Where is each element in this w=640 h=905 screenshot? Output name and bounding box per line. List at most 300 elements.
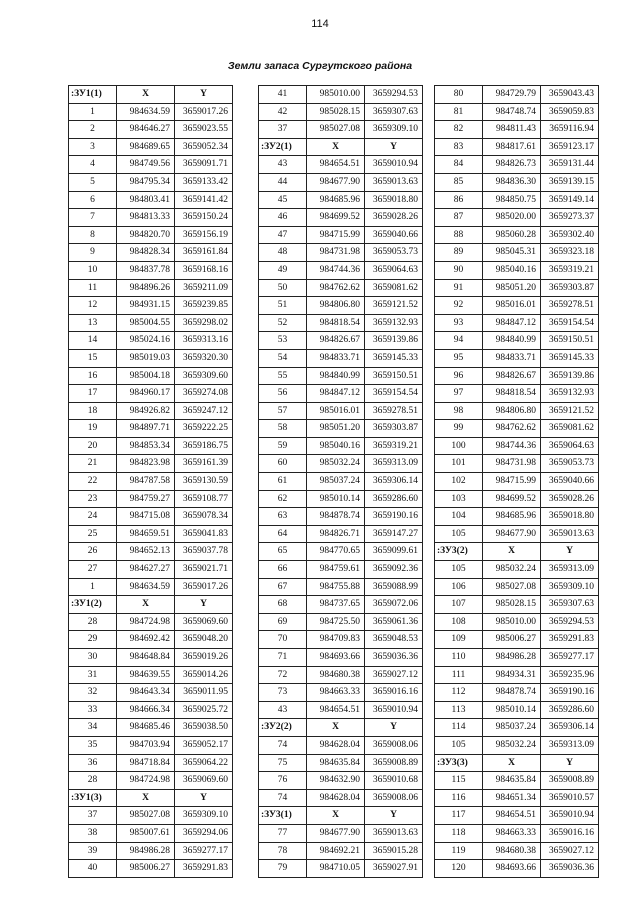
parcel-label: :ЗУ3(1) (259, 807, 307, 825)
y-coordinate: 3659015.28 (365, 842, 423, 860)
point-number: 6 (69, 191, 117, 209)
x-coordinate: 984715.99 (307, 226, 365, 244)
coordinate-row (69, 736, 233, 754)
point-number: 83 (435, 138, 483, 156)
coordinate-row (435, 332, 599, 350)
parcel-header-row (69, 789, 233, 807)
point-number: 32 (69, 684, 117, 702)
x-coordinate: 984715.08 (117, 508, 175, 526)
x-coordinate: 985016.01 (483, 297, 541, 315)
coordinate-row (259, 736, 423, 754)
x-coordinate: 984737.65 (307, 596, 365, 614)
y-coordinate: 3659286.60 (541, 701, 599, 719)
coordinate-row (69, 613, 233, 631)
coordinate-row (435, 613, 599, 631)
y-coordinate: 3659273.37 (541, 209, 599, 227)
y-coordinate: 3659286.60 (365, 490, 423, 508)
y-coordinate: 3659161.39 (175, 455, 233, 473)
y-coordinate: 3659027.91 (365, 860, 423, 878)
x-coordinate: 984759.27 (117, 490, 175, 508)
parcel-header-row (435, 754, 599, 772)
coordinate-row (69, 490, 233, 508)
coordinate-row (435, 349, 599, 367)
coordinate-row (259, 173, 423, 191)
point-number: 102 (435, 473, 483, 491)
x-coordinate: 985037.24 (307, 473, 365, 491)
x-coordinate: 984654.51 (307, 701, 365, 719)
coordinate-row (259, 561, 423, 579)
x-coordinate: 984755.88 (307, 578, 365, 596)
x-coordinate: 984709.83 (307, 631, 365, 649)
coordinate-row (259, 156, 423, 174)
y-coordinate: 3659186.75 (175, 437, 233, 455)
coordinate-row (259, 349, 423, 367)
coordinate-row (435, 385, 599, 403)
point-number: 16 (69, 367, 117, 385)
y-coordinate: 3659116.94 (541, 121, 599, 139)
coordinate-row (69, 455, 233, 473)
y-coordinate: 3659091.71 (175, 156, 233, 174)
x-coordinate: 984680.38 (483, 842, 541, 860)
coordinate-row (259, 842, 423, 860)
coordinate-row (259, 860, 423, 878)
x-coordinate: 984850.75 (483, 191, 541, 209)
coordinate-row (69, 244, 233, 262)
coordinate-row (69, 754, 233, 772)
coordinate-row (435, 261, 599, 279)
x-coordinate: 984878.74 (483, 684, 541, 702)
x-coordinate: 985032.24 (483, 561, 541, 579)
coordinate-row (259, 103, 423, 121)
y-coordinate: 3659323.18 (541, 244, 599, 262)
point-number: 113 (435, 701, 483, 719)
x-header: X (307, 719, 365, 737)
point-number: 114 (435, 719, 483, 737)
x-coordinate: 984651.34 (483, 789, 541, 807)
point-number: 73 (259, 684, 307, 702)
coordinate-row (435, 860, 599, 878)
x-header: X (483, 754, 541, 772)
point-number: 9 (69, 244, 117, 262)
point-number: 105 (435, 561, 483, 579)
x-coordinate: 984677.90 (483, 525, 541, 543)
coordinate-row (435, 666, 599, 684)
point-number: 38 (69, 824, 117, 842)
y-coordinate: 3659064.63 (365, 261, 423, 279)
x-coordinate: 984654.51 (483, 807, 541, 825)
coordinate-row (435, 455, 599, 473)
y-coordinate: 3659027.12 (365, 666, 423, 684)
x-header: X (117, 596, 175, 614)
y-coordinate: 3659108.77 (175, 490, 233, 508)
x-coordinate: 985051.20 (307, 420, 365, 438)
x-coordinate: 984826.73 (483, 156, 541, 174)
y-coordinate: 3659018.80 (541, 508, 599, 526)
x-coordinate: 984833.71 (483, 349, 541, 367)
y-coordinate: 3659069.60 (175, 772, 233, 790)
x-header: X (307, 807, 365, 825)
x-coordinate: 984689.65 (117, 138, 175, 156)
point-number: 49 (259, 261, 307, 279)
coordinate-row (435, 631, 599, 649)
y-coordinate: 3659277.17 (541, 649, 599, 667)
coordinate-row (259, 402, 423, 420)
x-coordinate: 984648.84 (117, 649, 175, 667)
x-coordinate: 984710.05 (307, 860, 365, 878)
y-coordinate: 3659139.15 (541, 173, 599, 191)
point-number: 67 (259, 578, 307, 596)
y-coordinate: 3659313.09 (541, 736, 599, 754)
point-number: 95 (435, 349, 483, 367)
y-coordinate: 3659028.26 (541, 490, 599, 508)
x-coordinate: 985010.14 (307, 490, 365, 508)
x-coordinate: 984828.34 (117, 244, 175, 262)
point-number: 57 (259, 402, 307, 420)
coordinate-row (259, 279, 423, 297)
coordinate-row (69, 332, 233, 350)
coordinate-row (259, 86, 423, 104)
coordinate-row (259, 525, 423, 543)
point-number: 39 (69, 842, 117, 860)
point-number: 90 (435, 261, 483, 279)
coordinate-row (259, 649, 423, 667)
point-number: 22 (69, 473, 117, 491)
y-coordinate: 3659309.10 (541, 578, 599, 596)
x-coordinate: 984663.33 (483, 824, 541, 842)
y-coordinate: 3659313.16 (175, 332, 233, 350)
coordinate-row (259, 261, 423, 279)
coordinate-row (435, 121, 599, 139)
point-number: 37 (259, 121, 307, 139)
x-coordinate: 984693.66 (307, 649, 365, 667)
y-coordinate: 3659309.10 (365, 121, 423, 139)
point-number: 58 (259, 420, 307, 438)
x-coordinate: 984748.74 (483, 103, 541, 121)
point-number: 70 (259, 631, 307, 649)
point-number: 75 (259, 754, 307, 772)
x-coordinate: 984652.13 (117, 543, 175, 561)
y-coordinate: 3659298.02 (175, 314, 233, 332)
x-coordinate: 984677.90 (307, 824, 365, 842)
point-number: 8 (69, 226, 117, 244)
y-coordinate: 3659278.51 (365, 402, 423, 420)
y-coordinate: 3659131.44 (541, 156, 599, 174)
x-coordinate: 984693.66 (483, 860, 541, 878)
x-coordinate: 984795.34 (117, 173, 175, 191)
y-coordinate: 3659277.17 (175, 842, 233, 860)
y-coordinate: 3659145.33 (541, 349, 599, 367)
coordinate-row (259, 701, 423, 719)
x-coordinate: 985024.16 (117, 332, 175, 350)
coordinate-row (435, 578, 599, 596)
y-coordinate: 3659041.83 (175, 525, 233, 543)
coordinate-row (69, 209, 233, 227)
point-number: 56 (259, 385, 307, 403)
point-number: 43 (259, 701, 307, 719)
x-coordinate: 984635.84 (483, 772, 541, 790)
point-number: 46 (259, 209, 307, 227)
x-coordinate: 985020.00 (483, 209, 541, 227)
x-coordinate: 984628.04 (307, 789, 365, 807)
x-coordinate: 984692.21 (307, 842, 365, 860)
y-coordinate: 3659307.63 (541, 596, 599, 614)
x-coordinate: 984659.51 (117, 525, 175, 543)
x-coordinate: 984685.46 (117, 719, 175, 737)
y-coordinate: 3659040.66 (541, 473, 599, 491)
coordinate-row (435, 772, 599, 790)
coordinate-row (435, 824, 599, 842)
point-number: 27 (69, 561, 117, 579)
y-header: Y (175, 789, 233, 807)
y-coordinate: 3659121.52 (541, 402, 599, 420)
point-number: 71 (259, 649, 307, 667)
coordinate-row (69, 226, 233, 244)
coordinate-row (435, 701, 599, 719)
coordinate-row (259, 437, 423, 455)
x-coordinate: 984725.50 (307, 613, 365, 631)
coordinate-row (435, 402, 599, 420)
coordinate-row (69, 261, 233, 279)
point-number: 64 (259, 525, 307, 543)
point-number: 54 (259, 349, 307, 367)
point-number: 62 (259, 490, 307, 508)
x-coordinate: 984986.28 (117, 842, 175, 860)
point-number: 47 (259, 226, 307, 244)
x-coordinate: 984627.27 (117, 561, 175, 579)
coordinate-row (435, 490, 599, 508)
point-number: 94 (435, 332, 483, 350)
parcel-label: :ЗУ3(2) (435, 543, 483, 561)
point-number: 29 (69, 631, 117, 649)
point-number: 1 (69, 578, 117, 596)
y-coordinate: 3659278.51 (541, 297, 599, 315)
y-coordinate: 3659319.21 (541, 261, 599, 279)
y-coordinate: 3659150.51 (541, 332, 599, 350)
x-coordinate: 984635.84 (307, 754, 365, 772)
point-number: 100 (435, 437, 483, 455)
point-number: 74 (259, 736, 307, 754)
y-coordinate: 3659294.53 (365, 86, 423, 104)
x-coordinate: 985040.16 (307, 437, 365, 455)
point-number: 33 (69, 701, 117, 719)
x-coordinate: 984826.67 (307, 332, 365, 350)
x-coordinate: 984931.15 (117, 297, 175, 315)
x-coordinate: 984770.65 (307, 543, 365, 561)
y-header: Y (365, 807, 423, 825)
coordinate-row (259, 666, 423, 684)
x-coordinate: 984847.12 (307, 385, 365, 403)
x-coordinate: 985060.28 (483, 226, 541, 244)
y-header: Y (541, 543, 599, 561)
point-number: 107 (435, 596, 483, 614)
point-number: 92 (435, 297, 483, 315)
point-number: 111 (435, 666, 483, 684)
point-number: 30 (69, 649, 117, 667)
coordinate-row (69, 701, 233, 719)
point-number: 19 (69, 420, 117, 438)
point-number: 98 (435, 402, 483, 420)
y-coordinate: 3659092.36 (365, 561, 423, 579)
y-coordinate: 3659154.54 (365, 385, 423, 403)
y-coordinate: 3659048.53 (365, 631, 423, 649)
y-coordinate: 3659072.06 (365, 596, 423, 614)
point-number: 105 (435, 736, 483, 754)
coordinate-row (435, 173, 599, 191)
coordinate-row (259, 684, 423, 702)
y-coordinate: 3659123.17 (541, 138, 599, 156)
point-number: 112 (435, 684, 483, 702)
coordinate-row (69, 842, 233, 860)
coordinate-row (69, 684, 233, 702)
point-number: 80 (435, 86, 483, 104)
y-coordinate: 3659010.94 (365, 156, 423, 174)
y-coordinate: 3659064.63 (541, 437, 599, 455)
point-number: 12 (69, 297, 117, 315)
point-number: 78 (259, 842, 307, 860)
y-coordinate: 3659013.63 (541, 525, 599, 543)
coordinate-row (259, 754, 423, 772)
y-coordinate: 3659139.86 (541, 367, 599, 385)
coordinate-row (435, 279, 599, 297)
point-number: 120 (435, 860, 483, 878)
coordinate-row (259, 772, 423, 790)
point-number: 25 (69, 525, 117, 543)
point-number: 23 (69, 490, 117, 508)
x-coordinate: 984811.43 (483, 121, 541, 139)
point-number: 81 (435, 103, 483, 121)
coordinate-row (435, 226, 599, 244)
x-coordinate: 984826.67 (483, 367, 541, 385)
point-number: 18 (69, 402, 117, 420)
y-coordinate: 3659013.63 (365, 824, 423, 842)
x-coordinate: 984632.90 (307, 772, 365, 790)
point-number: 63 (259, 508, 307, 526)
coordinate-row (435, 103, 599, 121)
coordinate-row (259, 420, 423, 438)
y-coordinate: 3659139.86 (365, 332, 423, 350)
x-coordinate: 985010.14 (483, 701, 541, 719)
x-coordinate: 984836.30 (483, 173, 541, 191)
page-number: 114 (311, 18, 329, 30)
point-number: 35 (69, 736, 117, 754)
y-coordinate: 3659027.12 (541, 842, 599, 860)
y-coordinate: 3659145.33 (365, 349, 423, 367)
x-coordinate: 984934.31 (483, 666, 541, 684)
y-coordinate: 3659028.26 (365, 209, 423, 227)
x-coordinate: 985028.15 (307, 103, 365, 121)
y-coordinate: 3659313.09 (365, 455, 423, 473)
y-coordinate: 3659303.87 (365, 420, 423, 438)
x-coordinate: 984699.52 (483, 490, 541, 508)
x-header: X (117, 86, 175, 104)
coordinate-row (259, 385, 423, 403)
coordinate-row (69, 824, 233, 842)
x-coordinate: 984986.28 (483, 649, 541, 667)
coordinate-row (259, 455, 423, 473)
point-number: 28 (69, 613, 117, 631)
y-coordinate: 3659306.14 (541, 719, 599, 737)
coordinate-row (435, 596, 599, 614)
y-coordinate: 3659313.09 (541, 561, 599, 579)
point-number: 52 (259, 314, 307, 332)
point-number: 103 (435, 490, 483, 508)
y-coordinate: 3659078.34 (175, 508, 233, 526)
x-coordinate: 984818.54 (483, 385, 541, 403)
y-coordinate: 3659132.93 (541, 385, 599, 403)
y-header: Y (175, 596, 233, 614)
point-number: 50 (259, 279, 307, 297)
point-number: 99 (435, 420, 483, 438)
point-number: 87 (435, 209, 483, 227)
coordinate-row (69, 807, 233, 825)
y-coordinate: 3659307.63 (365, 103, 423, 121)
coordinate-row (69, 631, 233, 649)
y-coordinate: 3659161.84 (175, 244, 233, 262)
x-header: X (483, 543, 541, 561)
x-coordinate: 984643.34 (117, 684, 175, 702)
point-number: 20 (69, 437, 117, 455)
coordinate-row (435, 525, 599, 543)
parcel-label: :ЗУ2(2) (259, 719, 307, 737)
y-coordinate: 3659150.24 (175, 209, 233, 227)
coordinate-row (69, 437, 233, 455)
x-coordinate: 984823.98 (117, 455, 175, 473)
x-coordinate: 984685.96 (483, 508, 541, 526)
coordinate-row (259, 332, 423, 350)
coordinate-row (69, 156, 233, 174)
coordinate-row (69, 772, 233, 790)
coordinate-row (259, 367, 423, 385)
coordinate-row (435, 684, 599, 702)
coordinate-row (259, 191, 423, 209)
x-coordinate: 984820.70 (117, 226, 175, 244)
x-coordinate: 984813.33 (117, 209, 175, 227)
y-coordinate: 3659149.14 (541, 191, 599, 209)
coordinate-row (259, 613, 423, 631)
coordinate-row (69, 349, 233, 367)
point-number: 60 (259, 455, 307, 473)
x-coordinate: 984666.34 (117, 701, 175, 719)
y-coordinate: 3659010.94 (365, 701, 423, 719)
point-number: 51 (259, 297, 307, 315)
coordinate-row (69, 860, 233, 878)
coordinate-row (435, 138, 599, 156)
parcel-label: :ЗУ1(1) (69, 86, 117, 104)
point-number: 85 (435, 173, 483, 191)
x-coordinate: 984634.59 (117, 578, 175, 596)
y-coordinate: 3659291.83 (175, 860, 233, 878)
x-coordinate: 984878.74 (307, 508, 365, 526)
point-number: 104 (435, 508, 483, 526)
x-coordinate: 984677.90 (307, 173, 365, 191)
x-coordinate: 985027.08 (483, 578, 541, 596)
y-coordinate: 3659008.06 (365, 789, 423, 807)
x-coordinate: 984744.36 (483, 437, 541, 455)
x-coordinate: 984724.98 (117, 613, 175, 631)
coordinate-row (69, 666, 233, 684)
coordinate-row (69, 649, 233, 667)
x-coordinate: 984762.62 (483, 420, 541, 438)
coordinate-row (259, 490, 423, 508)
point-number: 69 (259, 613, 307, 631)
x-coordinate: 984749.56 (117, 156, 175, 174)
y-coordinate: 3659291.83 (541, 631, 599, 649)
point-number: 14 (69, 332, 117, 350)
point-number: 115 (435, 772, 483, 790)
x-coordinate: 984960.17 (117, 385, 175, 403)
x-coordinate: 984634.59 (117, 103, 175, 121)
y-coordinate: 3659099.61 (365, 543, 423, 561)
